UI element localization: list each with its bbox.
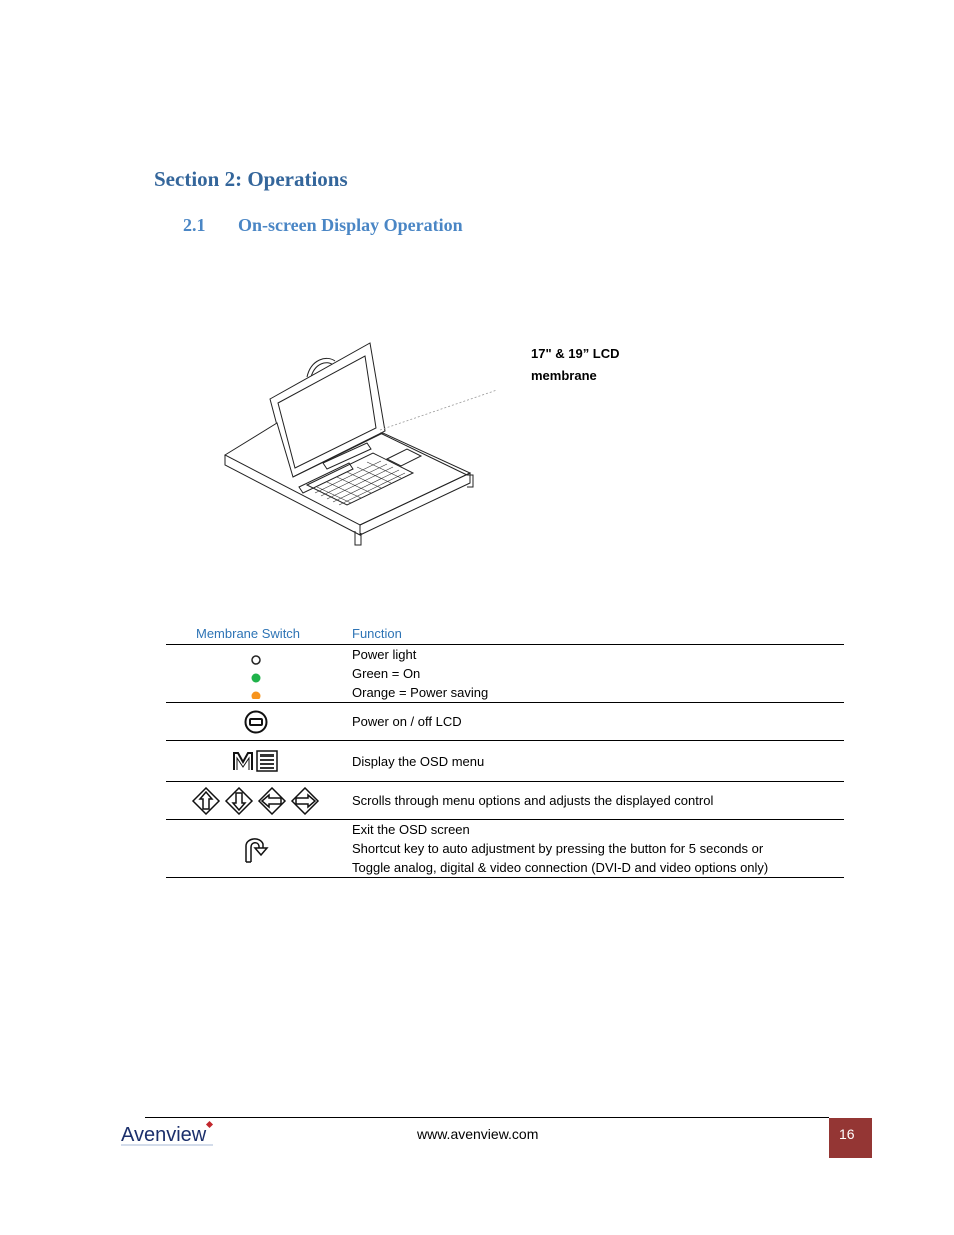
arrow-up-icon [193, 788, 219, 814]
table-header [166, 622, 844, 645]
table-row [166, 703, 844, 741]
section-title: Section 2: Operations [154, 167, 348, 191]
function-text: Power light [352, 647, 417, 662]
green-dot-icon [252, 673, 261, 682]
avenview-logo [121, 1120, 217, 1148]
function-text: Power on / off LCD [352, 714, 462, 729]
caption-line-2: membrane [531, 368, 597, 383]
table-row [166, 782, 844, 820]
arrow-down-icon [226, 788, 252, 814]
function-text: Green = On [352, 666, 421, 681]
table-row [166, 645, 844, 703]
membrane-switch-table [166, 622, 844, 878]
exit-return-icon [242, 834, 270, 864]
caption-line-1: 17" & 19” LCD [531, 346, 620, 361]
function-text: Orange = Power saving [352, 685, 489, 700]
lcd-drawer-illustration [215, 335, 505, 555]
subsection-number: 2.1 [183, 215, 206, 235]
header-function: Function [352, 626, 402, 641]
arrow-left-icon [259, 788, 285, 814]
footer-divider [145, 1117, 829, 1118]
function-text: Display the OSD menu [352, 753, 485, 769]
function-text: Toggle analog, digital & video connection (DVI-D and video options only) [352, 860, 769, 875]
page-number-badge [829, 1118, 872, 1158]
svg-text:Avenview: Avenview [121, 1124, 207, 1146]
orange-dot-icon [252, 691, 261, 699]
arrow-keys-icons [191, 787, 321, 815]
arrow-right-icon [292, 788, 318, 814]
function-text: Exit the OSD screen [352, 822, 470, 837]
function-text: Shortcut key to auto adjustment by pressing the button for 5 seconds or [352, 841, 764, 856]
power-button-icon [243, 709, 269, 735]
power-light-icons [246, 649, 266, 699]
page-number: 16 [839, 1126, 855, 1142]
subsection-title: On-screen Display Operation [238, 215, 463, 235]
figure-caption [531, 343, 620, 387]
function-text: Scrolls through menu options and adjusts the displayed control [352, 793, 714, 808]
power-light-indicator-icon [252, 656, 260, 664]
table-row [166, 820, 844, 878]
header-membrane-switch: Membrane Switch [196, 626, 301, 641]
menu-m-icon [232, 749, 280, 773]
table-row [166, 741, 844, 782]
footer-url: www.avenview.com [417, 1126, 539, 1142]
